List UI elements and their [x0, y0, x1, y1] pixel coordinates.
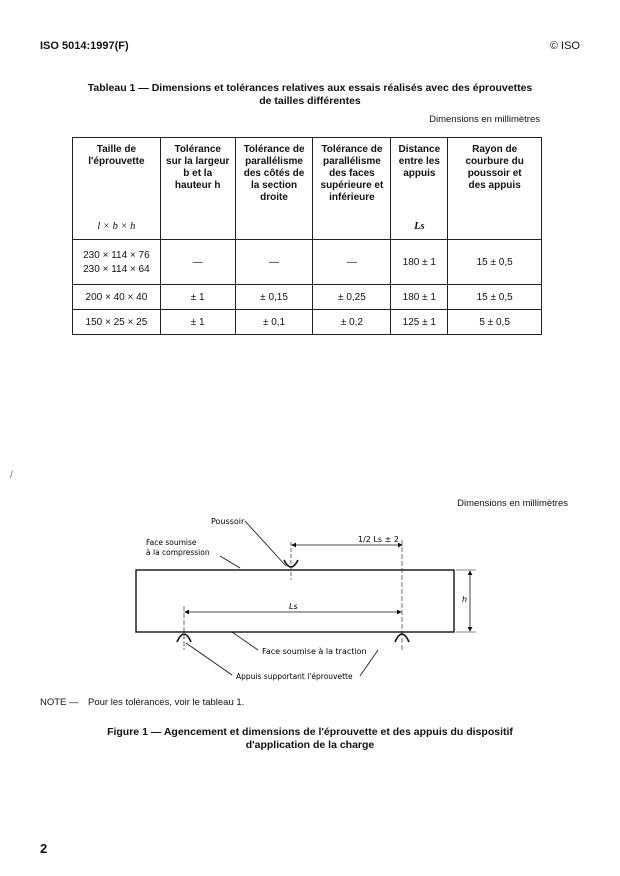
tension-label: Face soumise à la traction [262, 647, 367, 656]
pusher-leader [245, 521, 286, 566]
cell-radius: 5 ± 0,5 [448, 310, 542, 335]
cell-size: 230 × 114 × 76 230 × 114 × 64 [73, 240, 161, 285]
figure-caption [60, 726, 560, 752]
cell-side-tolerance: ± 0,15 [235, 285, 313, 310]
cell-span: 180 ± 1 [391, 285, 448, 310]
cell-face-tolerance: ± 0,25 [313, 285, 391, 310]
cell-face-tolerance: ± 0,2 [313, 310, 391, 335]
page-number: 2 [40, 841, 48, 856]
cell-width-tolerance: ± 1 [160, 285, 235, 310]
pusher-label: Poussoir [211, 517, 245, 526]
cell-width-tolerance: ± 1 [160, 310, 235, 335]
figure-units: Dimensions en millimètres [457, 498, 568, 509]
col-header-support-span: Distance entre les appuis Ls [391, 138, 448, 240]
figure-note [40, 697, 244, 708]
copyright-mark: © ISO [549, 40, 580, 52]
cell-span: 125 ± 1 [391, 310, 448, 335]
cell-span: 180 ± 1 [391, 240, 448, 285]
cell-size: 200 × 40 × 40 [73, 285, 161, 310]
size-symbol: l × b × h [97, 221, 136, 232]
figure-caption-line2: d'application de la charge [245, 739, 375, 751]
table-units: Dimensions en millimètres [429, 114, 540, 125]
span-label: Ls [289, 602, 298, 611]
cell-width-tolerance: — [160, 240, 235, 285]
cell-side-tolerance: ± 0,1 [235, 310, 313, 335]
cell-radius: 15 ± 0,5 [448, 285, 542, 310]
half-span-label: 1/2 Ls ± 2 [358, 535, 399, 544]
cell-radius: 15 ± 0,5 [448, 240, 542, 285]
col-header-width-tolerance: Tolérance sur la largeur b et la hauteur h [160, 138, 235, 240]
cell-side-tolerance: — [235, 240, 313, 285]
note-label: NOTE — [40, 697, 79, 708]
height-label: h [462, 595, 468, 604]
compression-label-1: Face soumise [146, 538, 197, 547]
compression-label-2: à la compression [146, 548, 210, 557]
span-symbol: Ls [414, 221, 425, 232]
col-header-radius: Rayon de courbure du poussoir et des appuis [448, 138, 542, 240]
tension-leader [232, 632, 258, 650]
compression-leader [220, 556, 240, 568]
stray-mark: / [10, 470, 13, 481]
standard-reference: ISO 5014:1997(F) [40, 40, 129, 52]
col-header-side-parallelism: Tolérance de parallélisme des côtés de la section droite [235, 138, 313, 240]
col-header-face-parallelism: Tolérance de parallélisme des faces supérieure et inférieure [313, 138, 391, 240]
note-text: Pour les tolérances, voir le tableau 1. [88, 697, 245, 708]
figure-caption-line1: Figure 1 — Agencement et dimensions de l'éprouvette et des appuis du dispositif [107, 726, 513, 738]
support-leader-left [186, 643, 232, 675]
col-header-size: Taille de l'éprouvette l × b × h [73, 138, 161, 240]
supports-label: Appuis supportant l'éprouvette [236, 672, 353, 681]
table-title-line1: Tableau 1 — Dimensions et tolérances relatives aux essais réalisés avec des éprouvettes [87, 82, 533, 94]
table-title-line2: de tailles différentes [259, 95, 361, 107]
cell-size: 150 × 25 × 25 [73, 310, 161, 335]
cell-face-tolerance: — [313, 240, 391, 285]
